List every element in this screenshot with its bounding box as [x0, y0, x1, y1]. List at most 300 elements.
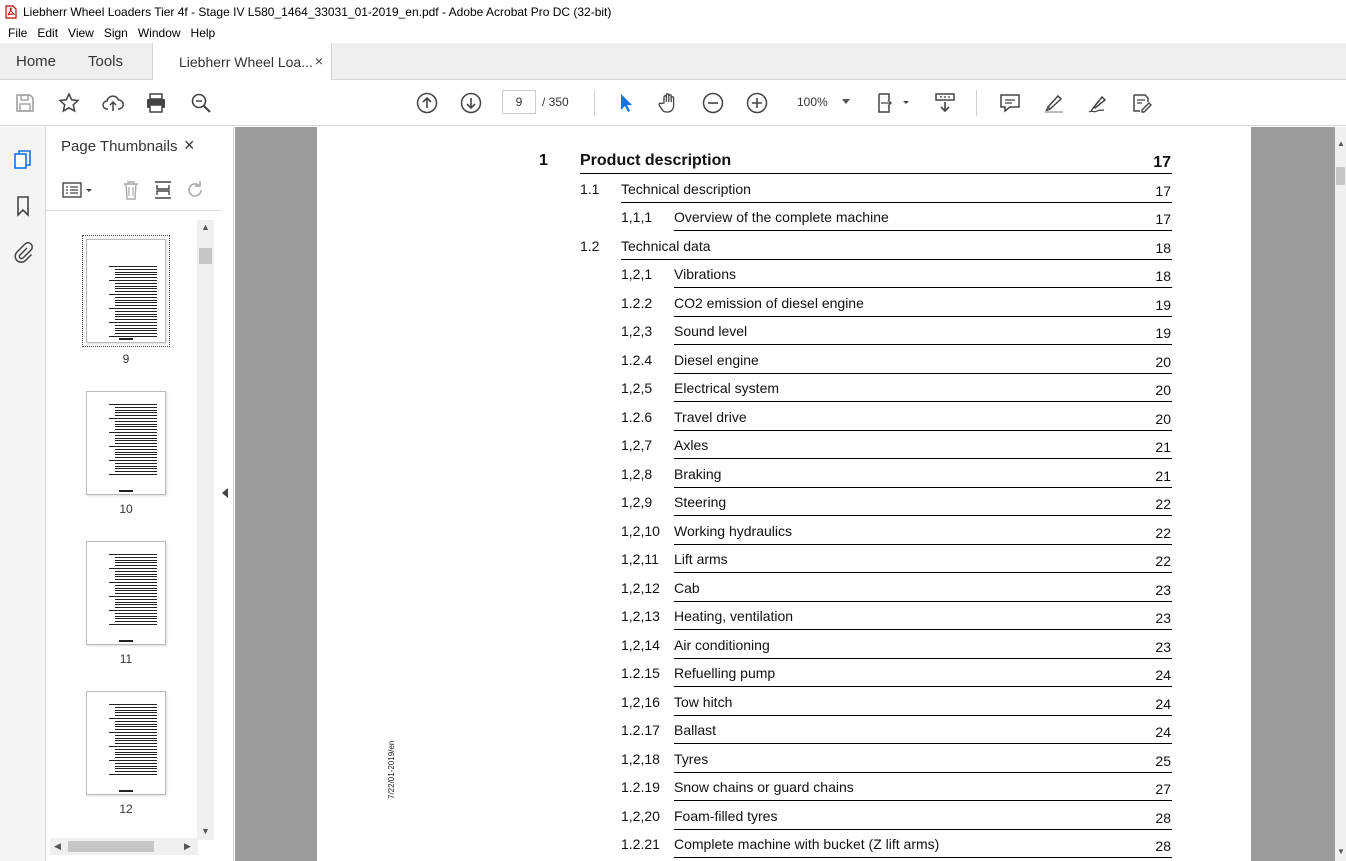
toc-page-number: 22 [1155, 524, 1171, 541]
toc-row[interactable] [317, 266, 1177, 288]
thumbnail-text-line [115, 557, 157, 558]
toc-row[interactable] [317, 665, 1177, 687]
page-thumbnails-icon[interactable] [10, 147, 36, 173]
thumbnail-text-line [115, 735, 157, 736]
thumbnail-text-line [115, 590, 157, 591]
thumbnail-text-line [109, 732, 157, 733]
toc-underline [621, 202, 1172, 203]
thumbnail-text-line [115, 435, 157, 436]
menu-view[interactable]: View [68, 26, 94, 40]
thumbnail-text-line [109, 474, 157, 475]
toc-row[interactable] [317, 352, 1177, 374]
toc-underline [674, 515, 1172, 516]
toc-page-number: 19 [1155, 325, 1171, 341]
page-thumbnails-panel [46, 127, 234, 861]
thumbnail-text-line [109, 746, 157, 747]
toc-page-number: 24 [1155, 667, 1171, 683]
toc-number: 1,2,11 [621, 551, 659, 567]
thumbnail-text-line [115, 593, 157, 594]
thumbnail-text-line [115, 316, 157, 317]
thumbnail-text-line [115, 565, 157, 566]
toc-title: Tow hitch [674, 693, 733, 710]
toc-number: 1,2,12 [621, 579, 660, 596]
toc-row[interactable] [317, 380, 1177, 402]
toc-number: 1.1 [580, 180, 600, 197]
previous-page-icon[interactable] [414, 90, 440, 116]
highlight-pen-icon[interactable] [1041, 90, 1067, 116]
thumbnail-text-line [109, 294, 157, 295]
toc-underline [674, 572, 1172, 573]
thumbnail-text-line [115, 454, 157, 455]
toc-underline [674, 344, 1172, 345]
thumbnail-text-line [109, 704, 157, 705]
toc-row[interactable] [317, 551, 1177, 573]
pdf-page [317, 127, 1251, 861]
toolbar-divider [976, 90, 977, 116]
thumbnail-text-line [115, 763, 157, 764]
thumbnail-text-line [115, 616, 157, 617]
thumbnail-page-number: 12 [119, 802, 133, 816]
save-icon[interactable] [12, 90, 38, 116]
thumbnail-text-line [115, 463, 157, 464]
main-toolbar [0, 80, 1346, 126]
thumbnail-text-line [115, 325, 157, 326]
toc-page-number: 21 [1155, 467, 1171, 484]
thumbnail-text-line [115, 300, 157, 301]
toc-title: Complete machine with bucket (Z lift arms) [674, 836, 940, 852]
menu-window[interactable]: Window [137, 26, 181, 40]
menu-edit[interactable]: Edit [37, 26, 59, 40]
thumbnail-text-line [115, 272, 157, 273]
window-title: Liebherr Wheel Loaders Tier 4f - Stage IV L580_1464_33031_01-2019_en.pdf - Adobe Acrobat Pro DC (32-bit) [23, 4, 612, 19]
thumbnail-text-line [109, 446, 157, 447]
thumbnail-text-line [115, 319, 157, 320]
thumbnail-text-line [115, 288, 157, 289]
document-vertical-scrollbar[interactable] [1335, 127, 1346, 861]
thumbnail-text-line [109, 554, 157, 555]
tab-bar [0, 43, 1346, 80]
thumbnail-text-line [109, 624, 157, 625]
chevron-down-icon [842, 99, 850, 104]
toc-underline [674, 458, 1172, 459]
hand-tool-icon[interactable] [656, 90, 682, 116]
toc-page-number: 19 [1155, 296, 1171, 313]
toc-underline [674, 772, 1172, 773]
thumbnail-options-icon[interactable] [60, 177, 98, 203]
toc-underline [674, 601, 1172, 602]
thumbnail-footer-line [119, 790, 133, 792]
toc-row[interactable] [317, 722, 1177, 744]
toc-number: 1,2,16 [621, 693, 660, 710]
toc-row[interactable] [317, 295, 1177, 317]
toc-page-number: 21 [1155, 439, 1171, 455]
toc-number: 1.2 [580, 237, 600, 254]
toc-title: Foam-filled tyres [674, 807, 778, 824]
toc-number: 1.2.19 [621, 779, 660, 795]
toc-page-number: 24 [1155, 695, 1171, 712]
thumbnail-text-line [115, 738, 157, 739]
toc-underline [674, 829, 1172, 830]
toc-title: Technical description [621, 180, 751, 197]
thumbnail-text-line [115, 766, 157, 767]
thumbnail-text-line [115, 707, 157, 708]
thumbnail-text-line [109, 336, 157, 337]
thumbnail-text-line [115, 588, 157, 589]
thumbnail-text-line [109, 322, 157, 323]
thumbnail-text-line [115, 743, 157, 744]
toc-title: Electrical system [674, 380, 780, 396]
toc-number: 1.2.6 [621, 408, 653, 425]
toc-title: Braking [674, 465, 722, 482]
thumbnail-text-line [109, 418, 157, 419]
toc-number: 1.2.21 [621, 836, 660, 852]
thumbnail-text-line [115, 449, 157, 450]
toc-number: 1,2,7 [621, 437, 653, 453]
toc-page-number: 27 [1155, 781, 1171, 797]
toc-page-number: 17 [1155, 182, 1171, 199]
toc-underline [674, 316, 1172, 317]
toc-title: Snow chains or guard chains [674, 779, 854, 795]
toc-page-number: 24 [1155, 724, 1171, 740]
thumbnail-text-line [115, 621, 157, 622]
toc-row[interactable] [317, 437, 1177, 459]
thumbnail-text-line [115, 754, 157, 755]
thumbnail-text-line [109, 308, 157, 309]
thumbnail-footer-line [119, 338, 133, 340]
thumbnail-text-line [115, 607, 157, 608]
thumbnail-text-line [115, 330, 157, 331]
thumbnail-text-line [115, 291, 157, 292]
thumbnail-text-line [115, 410, 157, 411]
thumbnail-text-line [115, 740, 157, 741]
thumbnails-horizontal-scrollbar[interactable] [50, 838, 198, 855]
menu-help[interactable]: Help [190, 26, 216, 40]
toc-page-number: 20 [1155, 382, 1171, 398]
thumbnail-text-line [115, 579, 157, 580]
toc-underline [674, 629, 1172, 630]
toc-underline [674, 743, 1172, 744]
thumbnail-text-line [115, 471, 157, 472]
thumbnail-text-line [109, 568, 157, 569]
page-side-code: 7/22/01-2019/en [387, 740, 396, 799]
thumbnail-text-line [115, 283, 157, 284]
toc-page-number: 20 [1155, 353, 1171, 370]
toc-row[interactable] [317, 836, 1177, 858]
tab-tools[interactable]: Tools [88, 53, 124, 70]
toc-number: 1,2,18 [621, 750, 660, 767]
thumbnail-text-line [115, 424, 157, 425]
tab-document[interactable] [152, 43, 332, 81]
toc-row[interactable] [317, 808, 1177, 830]
bookmark-star-icon[interactable] [56, 90, 82, 116]
cloud-upload-icon[interactable] [100, 90, 126, 116]
toc-title: Cab [674, 579, 700, 596]
menu-sign[interactable]: Sign [103, 26, 128, 40]
attachments-paperclip-icon[interactable] [10, 239, 36, 265]
toc-number: 1,2,3 [621, 323, 653, 339]
thumbnail-text-line [115, 771, 157, 772]
scrollbar-thumb[interactable] [1336, 167, 1345, 185]
thumbnail-text-line [115, 613, 157, 614]
toc-title: Overview of the complete machine [674, 209, 889, 225]
thumbnail-text-line [115, 724, 157, 725]
zoom-out-icon[interactable] [700, 90, 726, 116]
print-icon[interactable] [143, 90, 169, 116]
toc-page-number: 23 [1155, 638, 1171, 655]
toc-title: Steering [674, 494, 727, 510]
close-panel-icon[interactable]: × [184, 135, 195, 155]
toc-number: 1,1,1 [621, 209, 653, 225]
thumbnail-text-line [115, 274, 157, 275]
thumbnail-text-line [115, 305, 157, 306]
thumbnail-text-line [115, 560, 157, 561]
toc-title: Travel drive [674, 408, 747, 425]
toc-number: 1.2.17 [621, 722, 660, 738]
thumbnail-text-line [115, 421, 157, 422]
toc-row[interactable] [317, 580, 1177, 602]
toc-page-number: 17 [1155, 211, 1171, 227]
toc-row[interactable] [317, 608, 1177, 630]
thumbnail-text-line [115, 438, 157, 439]
zoom-search-icon[interactable] [188, 90, 214, 116]
next-page-icon[interactable] [458, 90, 484, 116]
toc-number: 1,2,20 [621, 807, 660, 824]
page-thumbnail[interactable] [86, 691, 166, 795]
toolbar-divider [594, 90, 595, 116]
tab-document-label: Liebherr Wheel Loa... [179, 54, 313, 70]
toc-page-number: 25 [1155, 752, 1171, 769]
toc-underline [674, 373, 1172, 374]
toc-title: Vibrations [674, 266, 737, 282]
thumbnail-text-line [115, 757, 157, 758]
toc-row[interactable] [317, 751, 1177, 773]
thumbnail-text-line [115, 412, 157, 413]
toc-row[interactable] [317, 523, 1177, 545]
thumbnail-text-line [115, 429, 157, 430]
document-viewport[interactable] [235, 127, 1346, 861]
scroll-left-arrow-icon[interactable]: ◀ [54, 841, 61, 851]
toc-underline [674, 430, 1172, 431]
thumbnail-text-line [115, 286, 157, 287]
toc-title: Technical data [621, 237, 711, 254]
thumbnail-text-line [109, 460, 157, 461]
rotate-page-icon[interactable] [182, 177, 208, 203]
toc-number: 1,2,5 [621, 380, 653, 396]
toc-page-number: 28 [1155, 838, 1171, 854]
thumbnail-text-line [115, 277, 157, 278]
thumbnail-text-line [115, 715, 157, 716]
tab-close-icon[interactable]: × [314, 53, 323, 69]
title-bar [0, 0, 1346, 23]
toc-row[interactable] [317, 466, 1177, 488]
toc-page-number: 22 [1155, 553, 1171, 569]
thumbnail-text-line [115, 602, 157, 603]
acrobat-pdf-icon [5, 5, 17, 19]
page-thumbnail[interactable] [86, 239, 166, 343]
toc-title: Heating, ventilation [674, 608, 794, 624]
collapse-panel-arrow-icon[interactable] [220, 486, 230, 500]
scrollbar-thumb[interactable] [68, 841, 154, 852]
edit-pdf-icon[interactable] [1129, 90, 1155, 116]
toc-title: Air conditioning [674, 636, 770, 653]
thumbnail-footer-line [119, 640, 133, 642]
thumbnail-text-line [115, 618, 157, 619]
thumbnail-text-line [115, 721, 157, 722]
toc-title: Lift arms [674, 551, 728, 567]
panel-toolbar [46, 171, 221, 211]
toc-row[interactable] [317, 323, 1177, 345]
toc-underline [674, 487, 1172, 488]
thumbnail-text-line [115, 562, 157, 563]
thumbnail-text-line [115, 604, 157, 605]
zoom-level-value: 100% [797, 95, 828, 109]
toc-title: CO2 emission of diesel engine [674, 294, 864, 311]
page-thumbnail[interactable] [86, 541, 166, 645]
toc-row[interactable] [317, 238, 1177, 260]
select-cursor-icon[interactable] [612, 90, 638, 116]
thumbnail-text-line [109, 760, 157, 761]
thumbnail-text-line [115, 426, 157, 427]
scroll-right-arrow-icon[interactable]: ▶ [184, 841, 191, 851]
scroll-down-arrow-icon[interactable]: ▼ [201, 826, 210, 836]
toc-page-number: 22 [1155, 496, 1171, 512]
toc-title: Product description [580, 152, 732, 169]
thumbnail-text-line [115, 712, 157, 713]
thumbnail-text-line [115, 415, 157, 416]
toc-row[interactable] [317, 494, 1177, 516]
toc-number: 1.2.15 [621, 665, 660, 681]
navigation-rail [0, 127, 46, 861]
toc-number: 1,2,8 [621, 465, 653, 482]
toc-underline [674, 857, 1172, 858]
tab-home[interactable]: Home [16, 53, 57, 70]
toc-page-number: 23 [1155, 610, 1171, 626]
toc-title: Diesel engine [674, 351, 759, 368]
page-thumbnail[interactable] [86, 391, 166, 495]
delete-page-icon[interactable] [118, 177, 144, 203]
page-count: / 350 [542, 95, 569, 109]
toc-row[interactable] [317, 152, 1177, 174]
thumbnail-text-line [115, 574, 157, 575]
thumbnail-text-line [115, 726, 157, 727]
thumbnail-text-line [115, 768, 157, 769]
thumbnail-text-line [109, 432, 157, 433]
thumbnail-footer-line [119, 490, 133, 492]
thumbnail-text-line [109, 266, 157, 267]
toc-underline [674, 401, 1172, 402]
toc-number: 1,2,10 [621, 522, 660, 539]
toc-title: Ballast [674, 722, 717, 738]
thumbnail-text-line [115, 452, 157, 453]
thumbnail-text-line [115, 440, 157, 441]
toc-title: Working hydraulics [674, 522, 793, 539]
thumbnail-text-line [115, 576, 157, 577]
toc-page-number: 17 [1153, 154, 1171, 171]
thumbnail-text-line [109, 582, 157, 583]
thumbnail-text-line [109, 610, 157, 611]
toc-number: 1,2,9 [621, 494, 653, 510]
thumbnail-text-line [115, 314, 157, 315]
toc-page-number: 23 [1155, 581, 1171, 598]
toc-row[interactable] [317, 409, 1177, 431]
menu-file[interactable]: File [8, 26, 28, 40]
toc-underline [674, 287, 1172, 288]
thumbnail-text-line [115, 571, 157, 572]
toc-row[interactable] [317, 209, 1177, 231]
scroll-down-arrow-icon[interactable]: ▼ [1337, 847, 1345, 856]
thumbnail-text-line [115, 599, 157, 600]
toc-underline [580, 173, 1172, 174]
toc-underline [674, 800, 1172, 801]
thumbnail-text-line [115, 710, 157, 711]
thumbnail-text-line [115, 443, 157, 444]
thumbnail-text-line [115, 269, 157, 270]
toc-row[interactable] [317, 181, 1177, 203]
toc-title: Refuelling pump [674, 665, 776, 681]
toc-number: 1,2,1 [621, 266, 653, 282]
thumbnail-text-line [115, 311, 157, 312]
toc-underline [674, 658, 1172, 659]
thumbnail-text-line [115, 328, 157, 329]
toc-row[interactable] [317, 694, 1177, 716]
scrolling-mode-icon[interactable] [932, 90, 958, 116]
bookmarks-icon[interactable] [10, 193, 36, 219]
thumbnail-text-line [115, 468, 157, 469]
toc-page-number: 18 [1155, 268, 1171, 284]
extract-pages-icon[interactable] [150, 177, 176, 203]
scroll-up-arrow-icon[interactable]: ▲ [1337, 139, 1345, 148]
toc-row[interactable] [317, 637, 1177, 659]
toc-row[interactable] [317, 779, 1177, 801]
thumbnail-page-number: 10 [119, 502, 133, 516]
page-number-input[interactable] [502, 90, 536, 114]
panel-title: Page Thumbnails [61, 138, 178, 155]
toc-underline [674, 230, 1172, 231]
toc-number: 1.2.4 [621, 351, 653, 368]
sign-fountain-pen-icon[interactable] [1085, 90, 1111, 116]
toc-number: 1,2,13 [621, 608, 660, 624]
thumbnail-text-line [109, 718, 157, 719]
thumbnail-text-line [109, 280, 157, 281]
page-fit-icon[interactable] [876, 90, 912, 116]
toc-page-number: 20 [1155, 410, 1171, 427]
toc-page-number: 28 [1155, 809, 1171, 826]
toc-title: Sound level [674, 323, 748, 339]
scroll-up-arrow-icon[interactable]: ▲ [201, 222, 210, 232]
toc-underline [674, 715, 1172, 716]
toc-number: 1.2.2 [621, 294, 653, 311]
thumbnail-text-line [109, 404, 157, 405]
zoom-level-dropdown[interactable] [788, 90, 856, 114]
toc-page-number: 18 [1155, 239, 1171, 256]
toc-underline [674, 544, 1172, 545]
scrollbar-thumb[interactable] [199, 248, 212, 264]
toc-number: 1 [539, 152, 548, 169]
thumbnail-text-line [109, 774, 157, 775]
thumbnail-text-line [109, 596, 157, 597]
thumbnails-vertical-scrollbar[interactable] [197, 220, 214, 840]
toc-title: Axles [674, 437, 709, 453]
toc-underline [621, 259, 1172, 260]
zoom-in-icon[interactable] [744, 90, 770, 116]
thumbnail-text-line [115, 457, 157, 458]
thumbnail-text-line [115, 333, 157, 334]
thumbnail-page-number: 9 [122, 352, 130, 366]
thumbnail-text-line [115, 729, 157, 730]
thumbnail-text-line [115, 585, 157, 586]
thumbnail-text-line [115, 302, 157, 303]
comment-icon[interactable] [997, 90, 1023, 116]
